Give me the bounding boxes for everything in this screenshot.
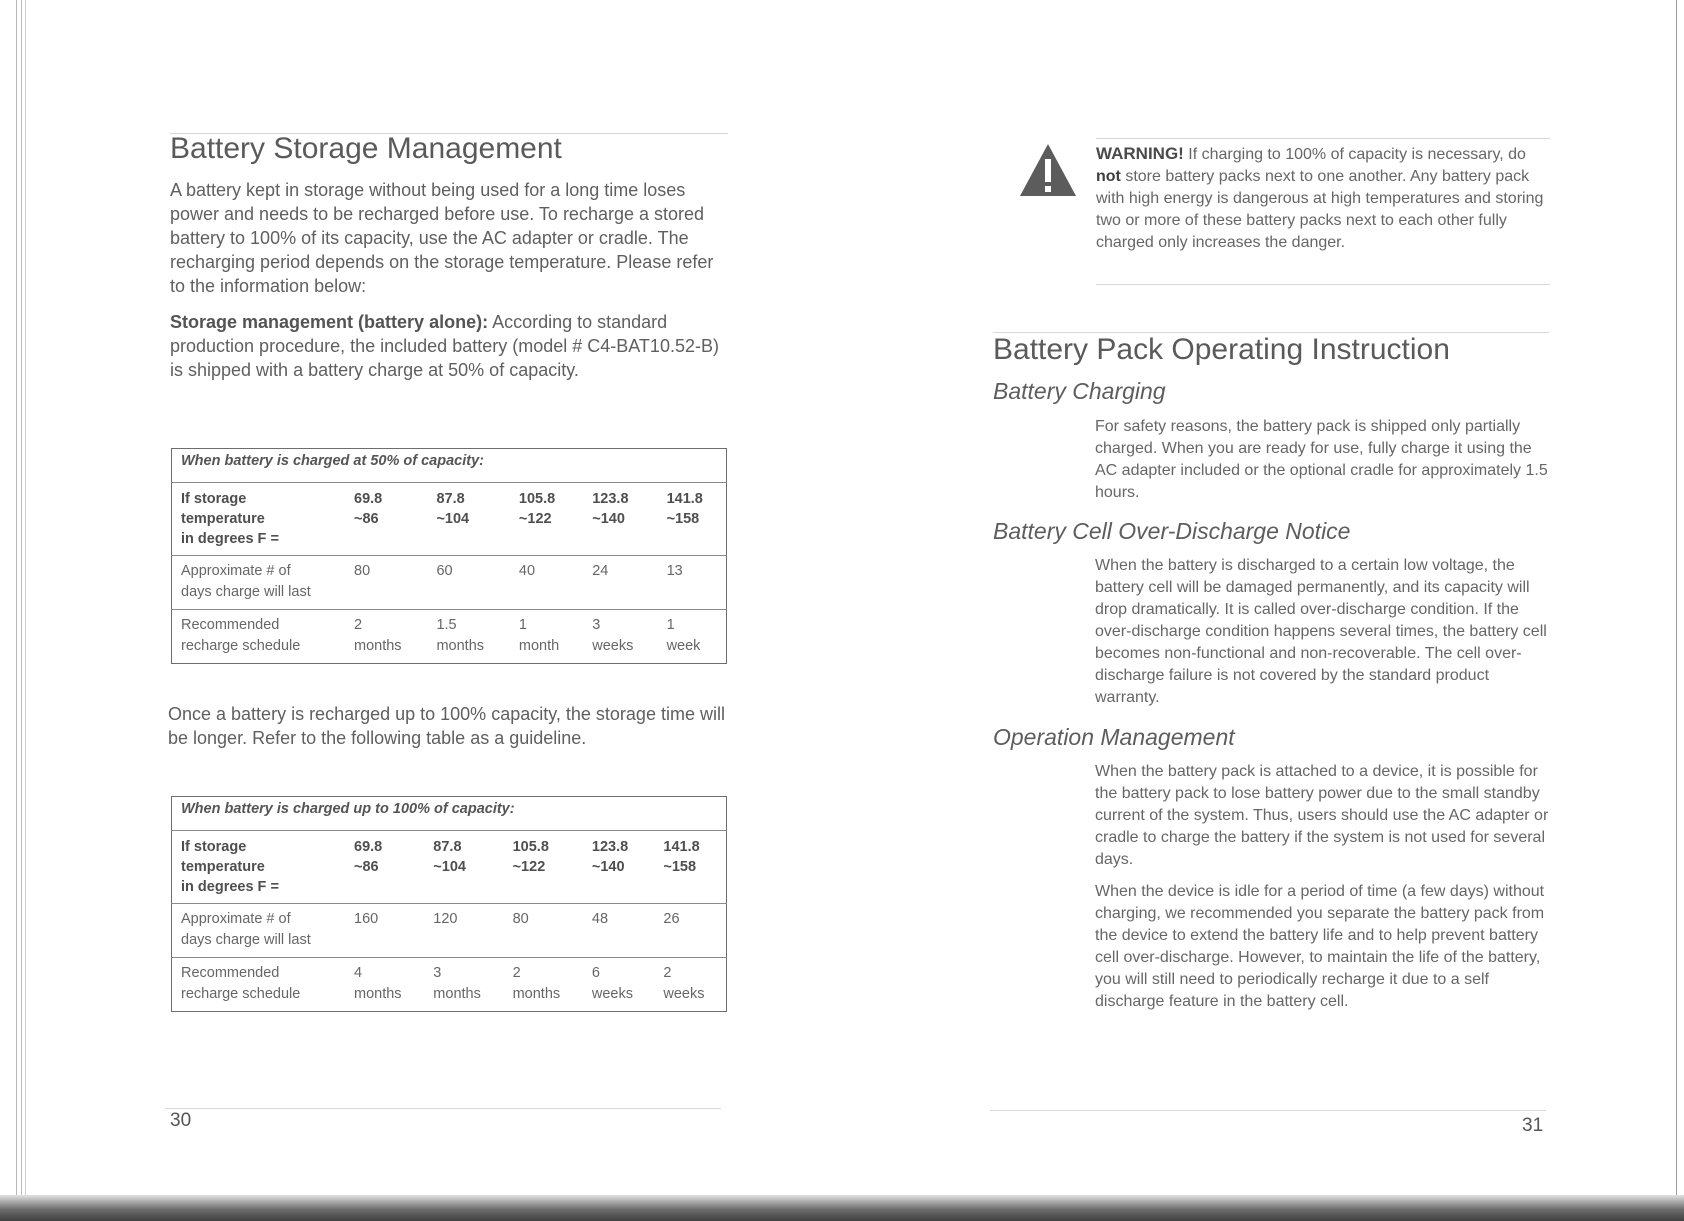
table-cell: 123.8 ~140 xyxy=(583,483,657,556)
row-label: Recommended recharge schedule xyxy=(172,958,346,1012)
table-cell: 6 weeks xyxy=(583,958,654,1012)
table-cell: 69.8 ~86 xyxy=(345,831,424,904)
storage-paragraph xyxy=(170,310,728,382)
warning-bottom-rule xyxy=(1096,284,1550,285)
row-label: Approximate # of days charge will last xyxy=(172,556,346,610)
storage-table-100 xyxy=(171,796,727,1012)
over-discharge-heading: Battery Cell Over-Discharge Notice xyxy=(993,518,1351,544)
warning-triangle-icon xyxy=(1018,142,1078,198)
operation-paragraph-1: When the battery pack is attached to a device, it is possible for the battery pack to lose battery power due to the small standby current of the system. Thus, users should use the AC adapter or cradle to charge the battery if the system is not used for several days. xyxy=(1095,763,1549,868)
table-cell: 26 xyxy=(654,904,726,958)
table-caption: When battery is charged up to 100% of capacity: xyxy=(181,801,515,817)
footer-rule xyxy=(165,1108,721,1109)
table-cell: 24 xyxy=(583,556,657,610)
row-label: If storage temperature in degrees F = xyxy=(172,483,346,556)
page-number: 30 xyxy=(170,1110,192,1131)
middle-paragraph: Once a battery is recharged up to 100% capacity, the storage time will be longer. Refer to the following table as a guideline. xyxy=(168,704,725,748)
operation-heading: Operation Management xyxy=(993,724,1235,750)
table-cell: 3 weeks xyxy=(583,610,657,664)
storage-label: Storage management (battery alone): xyxy=(170,312,489,332)
warning-text-part: If charging to 100% of capacity is necessary, do xyxy=(1183,146,1526,163)
footer-rule xyxy=(990,1110,1546,1111)
spine-line xyxy=(25,0,26,1221)
table-cell: 87.8 ~104 xyxy=(427,483,509,556)
table-cell: 141.8 ~158 xyxy=(658,483,727,556)
storage-table-50 xyxy=(171,448,727,664)
row-label: Approximate # of days charge will last xyxy=(172,904,346,958)
intro-paragraph: A battery kept in storage without being used for a long time loses power and needs to be recharged before use. To recharge a stored battery to 100% of its capacity, use the AC adapter or cradle. The recharging period depends on the storage temperature. Please refer to the information below: xyxy=(170,180,714,296)
operation-paragraph-2: When the device is idle for a period of time (a few days) without charging, we recommended you separate the battery pack from the device to extend the battery life and to help prevent battery cell over-discharge. However, to maintain the life of the battery, you will still need to periodically recharge it due to a self discharge feature in the battery cell. xyxy=(1095,883,1545,1010)
table-cell: 3 months xyxy=(424,958,503,1012)
table-cell: 1 month xyxy=(510,610,583,664)
table-row xyxy=(172,958,727,1012)
charging-heading: Battery Charging xyxy=(993,378,1166,404)
table-cell: 120 xyxy=(424,904,503,958)
section-title: Battery Pack Operating Instruction xyxy=(993,333,1450,366)
row-label: If storage temperature in degrees F = xyxy=(172,831,346,904)
table-cell: 87.8 ~104 xyxy=(424,831,503,904)
spine-line xyxy=(21,0,22,1221)
table-caption: When battery is charged at 50% of capacity: xyxy=(181,453,484,469)
over-discharge-paragraph: When the battery is discharged to a certain low voltage, the battery cell will be damaged permanently, and its capacity will drop dramatically. It is called over-discharge condition. If the over-discharge condition happens several times, the battery cell becomes non-functional and non-recoverable. The cell over-discharge failure is not covered by the standard product warranty. xyxy=(1095,557,1547,706)
scan-bottom-edge xyxy=(0,1195,1684,1221)
warning-text-part: store battery packs next to one another. Any battery pack with high energy is dangerous at high temperatures and storing two or more of these battery packs next to each other fully charged only increases the danger. xyxy=(1096,168,1544,251)
warning-top-rule xyxy=(1096,138,1550,139)
page-title: Battery Storage Management xyxy=(170,132,562,165)
table-cell: 105.8 ~122 xyxy=(504,831,583,904)
table-row xyxy=(172,556,727,610)
table-cell: 60 xyxy=(427,556,509,610)
table-cell: 13 xyxy=(658,556,727,610)
table-cell: 1 week xyxy=(658,610,727,664)
table-cell: 40 xyxy=(510,556,583,610)
table-cell: 123.8 ~140 xyxy=(583,831,654,904)
page-number: 31 xyxy=(1522,1115,1544,1136)
table-row xyxy=(172,610,727,664)
charging-paragraph: For safety reasons, the battery pack is shipped only partially charged. When you are ready for use, fully charge it using the AC adapter included or the optional cradle for approximately 1.5 hours. xyxy=(1095,418,1548,501)
warning-text xyxy=(1096,143,1546,254)
table-cell: 2 months xyxy=(345,610,427,664)
table-cell: 2 months xyxy=(504,958,583,1012)
warning-title: WARNING! xyxy=(1096,144,1184,163)
table-cell: 105.8 ~122 xyxy=(510,483,583,556)
table-row xyxy=(172,904,727,958)
table-cell: 80 xyxy=(504,904,583,958)
spine-line xyxy=(16,0,17,1221)
table-cell: 48 xyxy=(583,904,654,958)
table-cell: 1.5 months xyxy=(427,610,509,664)
table-cell: 80 xyxy=(345,556,427,610)
table-row xyxy=(172,831,727,904)
row-label: Recommended recharge schedule xyxy=(172,610,346,664)
table-cell: 2 weeks xyxy=(654,958,726,1012)
spine-line xyxy=(1676,0,1677,1221)
warning-emphasis: not xyxy=(1096,168,1121,185)
table-cell: 4 months xyxy=(345,958,424,1012)
storage-text: According to standard production procedure, the included battery (model # C4-BAT10.52-B) is shipped with a battery charge at 50% of capacity. xyxy=(170,312,719,380)
table-cell: 69.8 ~86 xyxy=(345,483,427,556)
table-cell: 141.8 ~158 xyxy=(654,831,726,904)
table-cell: 160 xyxy=(345,904,424,958)
table-row xyxy=(172,483,727,556)
